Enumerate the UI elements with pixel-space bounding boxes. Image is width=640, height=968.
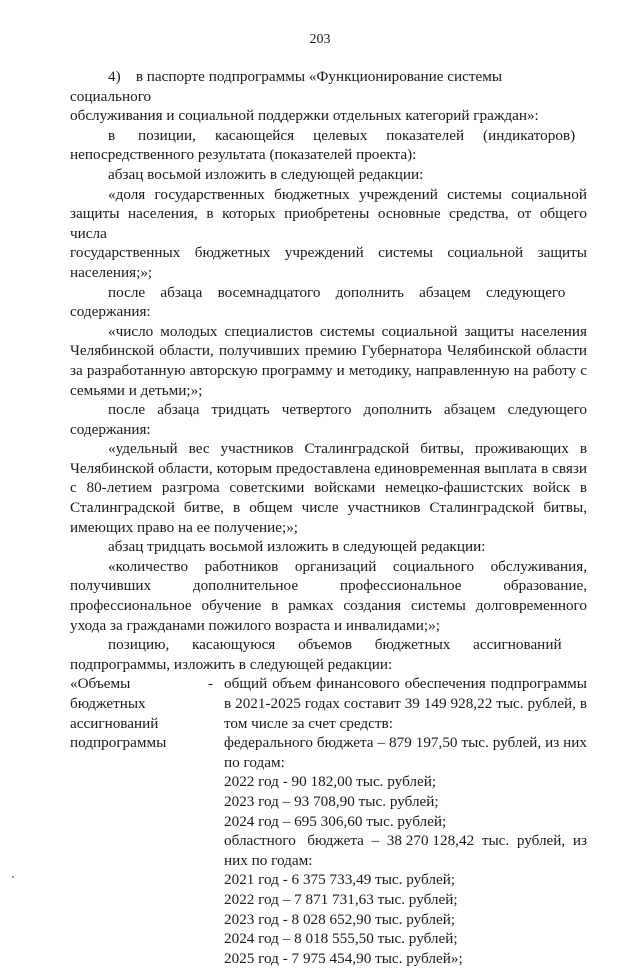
text-line: после абзаца тридцать четвертого дополнить абзацем следующего xyxy=(108,401,587,419)
text-line: 2024 год – 8 018 555,50 тыс. рублей; xyxy=(224,930,458,948)
text-line: 2025 год - 7 975 454,90 тыс. рублей»; xyxy=(224,949,463,967)
text-line: получивших дополнительное профессиональное образование, xyxy=(70,577,587,595)
text-line: в 2021-2025 годах составит 39 149 928,22 тыс. рублей, в xyxy=(224,695,587,712)
financing-table xyxy=(70,674,587,968)
text-line: федерального бюджета – 879 197,50 тыс. рублей, из них xyxy=(224,734,587,752)
text-line: позицию, касающуюся объемов бюджетных ассигнований xyxy=(108,636,562,654)
paragraph-quote-specialists xyxy=(70,322,587,400)
text-line: после абзаца восемнадцатого дополнить абзацем следующего xyxy=(108,283,566,301)
financing-dash: - xyxy=(208,675,214,693)
text-line: том числе за счет средств: xyxy=(224,714,393,732)
text-line: 2024 год – 695 306,60 тыс. рублей; xyxy=(224,812,447,830)
text-line: «удельный вес участников Сталинградской битвы, проживающих в xyxy=(108,440,587,458)
text-line: за разработанную авторскую программу и методику, направленную на работу с xyxy=(70,361,587,379)
text-line: Челябинской области, которым предоставлена единовременная выплата в связи xyxy=(70,459,587,477)
paragraph-abzac-8 xyxy=(70,165,587,185)
text-line: профессиональное обучение в рамках создания системы долговременного xyxy=(70,597,587,615)
text-line: бюджетных xyxy=(70,695,146,712)
scan-speck xyxy=(12,876,14,878)
text-line: ухода за гражданами пожилого возраста и инвалидами;»; xyxy=(70,616,440,634)
paragraph-after-34 xyxy=(70,400,587,439)
paragraph-indicators-position xyxy=(70,126,587,165)
text-line: общий объем финансового обеспечения подпрограммы xyxy=(224,675,587,693)
text-line: «Объемы xyxy=(70,675,131,693)
text-line: Сталинградской битве, в общем числе участников Сталинградской битвы, xyxy=(70,499,587,517)
text-line: с 80-летием разгрома советскими войсками немецко-фашистских войск в xyxy=(70,479,587,497)
financing-label xyxy=(70,674,208,968)
text-line: «доля государственных бюджетных учреждений системы социальной xyxy=(108,185,587,203)
paragraph-budget-position xyxy=(70,635,587,674)
paragraph-quote-share xyxy=(70,185,587,283)
text-line: ассигнований xyxy=(70,714,159,732)
text-line: Челябинской области, получивших премию Губернатора Челябинской области xyxy=(70,342,587,360)
text-line: содержания: xyxy=(70,420,151,438)
text-line: «количество работников организаций социального обслуживания, xyxy=(108,557,587,575)
financing-details xyxy=(224,674,587,968)
page-number: 203 xyxy=(309,32,331,47)
text-line: «число молодых специалистов системы социальной защиты населения xyxy=(108,322,587,340)
text-line: них по годам: xyxy=(224,851,313,869)
text-line: по годам: xyxy=(224,753,285,771)
text-line: имеющих право на ее получение;»; xyxy=(70,518,299,536)
text-line: непосредственного результата (показателей проекта): xyxy=(70,146,417,164)
paragraph-quote-stalingrad xyxy=(70,439,587,537)
text-line: защиты населения, в которых приобретены основные средства, от общего числа xyxy=(70,205,587,242)
text-line: 2023 год – 93 708,90 тыс. рублей; xyxy=(224,792,439,810)
paragraph-after-18 xyxy=(70,283,587,322)
text-line: 2023 год - 8 028 652,90 тыс. рублей; xyxy=(224,910,456,928)
document-body xyxy=(70,67,587,968)
paragraph-item-4 xyxy=(70,67,587,126)
text-line: обслуживания и социальной поддержки отдельных категорий граждан»: xyxy=(70,107,539,125)
text-line: областного бюджета – 38 270 128,42 тыс. рублей, из xyxy=(224,832,587,850)
text-line: 2021 год - 6 375 733,49 тыс. рублей; xyxy=(224,871,456,889)
text-line: содержания: xyxy=(70,303,151,321)
text-line: абзац восьмой изложить в следующей редакции: xyxy=(108,165,424,183)
text-line: подпрограммы, изложить в следующей редакции: xyxy=(70,655,393,673)
text-line: 4) в паспорте подпрограммы «Функционирование системы социального xyxy=(70,68,503,105)
text-line: абзац тридцать восьмой изложить в следующей редакции: xyxy=(108,538,486,556)
paragraph-abzac-38 xyxy=(70,537,587,557)
text-line: 2022 год - 90 182,00 тыс. рублей; xyxy=(224,773,437,791)
text-line: в позиции, касающейся целевых показателей (индикаторов) xyxy=(108,126,576,144)
text-line: 2022 год – 7 871 731,63 тыс. рублей; xyxy=(224,890,458,908)
text-line: семьями и детьми;»; xyxy=(70,381,203,399)
text-line: населения;»; xyxy=(70,263,153,281)
text-line: подпрограммы xyxy=(70,734,167,752)
paragraph-quote-workers xyxy=(70,557,587,635)
text-line: государственных бюджетных учреждений системы социальной защиты xyxy=(70,244,587,262)
